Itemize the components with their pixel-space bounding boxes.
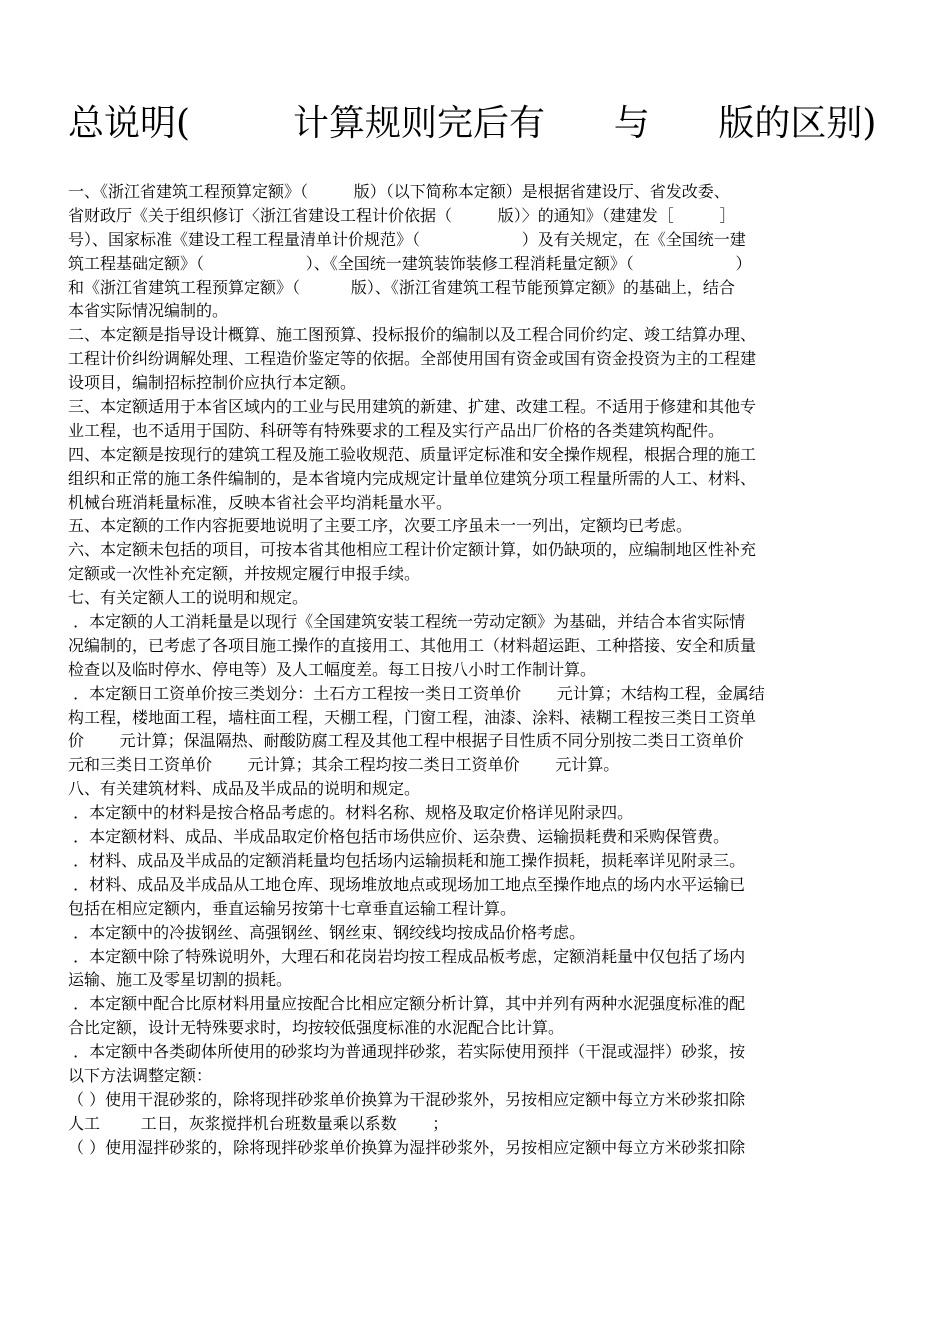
text-line: ．本定额的人工消耗量是以现行《全国建筑安装工程统一劳动定额》为基础，并结合本省实际情 — [68, 612, 746, 632]
text-line: 设项目，编制招标控制价应执行本定额。 — [68, 373, 357, 393]
text-line: 机械台班消耗量标准，反映本省社会平均消耗量水平。 — [68, 492, 453, 512]
document-title: 总说明( 计算规则完后有 与 版的区别) — [68, 103, 877, 144]
text-line: 省财政厅《关于组织修订〈浙江省建设工程计价依据（ 版）〉的通知》（建建发［ ］ — [68, 205, 736, 225]
text-line: 本省实际情况编制的。 — [68, 301, 229, 321]
text-line: ．材料、成品及半成品从工地仓库、现场堆放地点或现场加工地点至操作地点的场内水平运输已 — [68, 874, 746, 894]
text-line: 元和三类日工资单价 元计算；其余工程均按二类日工资单价 元计算。 — [68, 755, 620, 775]
text-line: 以下方法调整定额： — [68, 1065, 213, 1085]
text-line: ．本定额中配合比原材料用量应按配合比相应定额分析计算，其中并列有两种水泥强度标准的配 — [68, 994, 746, 1014]
text-line: 和《浙江省建筑工程预算定额》（ 版）、《浙江省建筑工程节能预算定额》的基础上，结合 — [68, 277, 735, 297]
text-line: 六、本定额未包括的项目，可按本省其他相应工程计价定额计算，如仍缺项的，应编制地区性补充 — [68, 540, 757, 560]
text-line: ．本定额中除了特殊说明外，大理石和花岗岩均按工程成品板考虑，定额消耗量中仅包括了场内 — [68, 946, 746, 966]
text-line: ．材料、成品及半成品的定额消耗量均包括场内运输损耗和施工操作损耗，损耗率详见附录三。 — [68, 850, 746, 870]
text-line: ．本定额中各类砌体所使用的砂浆均为普通现拌砂浆，若实际使用预拌（干混或湿拌）砂浆，按 — [68, 1042, 746, 1062]
text-line: 五、本定额的工作内容扼要地说明了主要工序，次要工序虽未一一列出，定额均已考虑。 — [68, 516, 693, 536]
text-line: ．本定额日工资单价按三类划分：土石方工程按一类日工资单价 元计算；木结构工程，金属结 — [68, 683, 765, 703]
text-line: 包括在相应定额内，垂直运输另按第十七章垂直运输工程计算。 — [68, 898, 517, 918]
text-line: 价 元计算；保温隔热、耐酸防腐工程及其他工程中根据子目性质不同分别按二类日工资单价 — [68, 731, 744, 751]
text-line: 业工程，也不适用于国防、科研等有特殊要求的工程及实行产品出厂价格的各类建筑构配件。 — [68, 420, 725, 440]
text-line: 一、《浙江省建筑工程预算定额》（ 版）（以下简称本定额）是根据省建设厅、省发改委、 — [68, 182, 730, 201]
text-line: 检查以及临时停水、停电等）及人工幅度差。每工日按八小时工作制计算。 — [68, 659, 597, 679]
text-line: （ ）使用干混砂浆的，除将现拌砂浆单价换算为干混砂浆外，另按相应定额中每立方米砂浆扣除 — [68, 1089, 746, 1109]
text-line: 定额或一次性补充定额，并按规定履行申报手续。 — [68, 564, 421, 584]
text-line: ．本定额中的材料是按合格品考虑的。材料名称、规格及取定价格详见附录四。 — [68, 803, 634, 823]
text-line: 况编制的，已考虑了各项目施工操作的直接用工、其他用工（材料超运距、工种搭接、安全和质量 — [68, 635, 757, 655]
text-line: 人工 工日，灰浆搅拌机台班数量乘以系数 ； — [68, 1113, 449, 1133]
text-line: 三、本定额适用于本省区域内的工业与民用建筑的新建、扩建、改建工程。不适用于修建和其他专 — [68, 397, 757, 417]
text-line: 组织和正常的施工条件编制的，是本省境内完成规定计量单位建筑分项工程量所需的人工、材料、 — [68, 468, 757, 488]
text-line: 八、有关建筑材料、成品及半成品的说明和规定。 — [68, 779, 421, 799]
text-line: 筑工程基础定额》（ ）、《全国统一建筑装饰装修工程消耗量定额》（ ） — [68, 253, 752, 273]
text-line: 号）、国家标准《建设工程工程量清单计价规范》（ ）及有关规定，在《全国统一建 — [68, 229, 746, 249]
text-line: 二、本定额是指导设计概算、施工图预算、投标报价的编制以及工程合同价约定、竣工结算办理、 — [68, 325, 757, 345]
text-line: 七、有关定额人工的说明和规定。 — [68, 588, 309, 608]
text-line: ．本定额中的冷拔钢丝、高强钢丝、钢丝束、钢绞线均按成品价格考虑。 — [68, 922, 586, 942]
text-line: 四、本定额是按现行的建筑工程及施工验收规范、质量评定标准和安全操作规程，根据合理的施工 — [68, 444, 757, 464]
document-body — [68, 180, 888, 1160]
text-line: 运输、施工及零星切割的损耗。 — [68, 970, 293, 990]
text-line: 构工程，楼地面工程，墙柱面工程，天棚工程，门窗工程，油漆、涂料、裱糊工程按三类日工资单 — [68, 707, 757, 727]
text-line: （ ）使用湿拌砂浆的，除将现拌砂浆单价换算为湿拌砂浆外，另按相应定额中每立方米砂浆扣除 — [68, 1137, 746, 1157]
text-line: 工程计价纠纷调解处理、工程造价鉴定等的依据。全部使用国有资金或国有资金投资为主的工程建 — [68, 349, 757, 369]
text-line: 合比定额，设计无特殊要求时，均按较低强度标准的水泥配合比计算。 — [68, 1018, 565, 1038]
text-line: ．本定额材料、成品、半成品取定价格包括市场供应价、运杂费、运输损耗费和采购保管费。 — [68, 827, 730, 847]
